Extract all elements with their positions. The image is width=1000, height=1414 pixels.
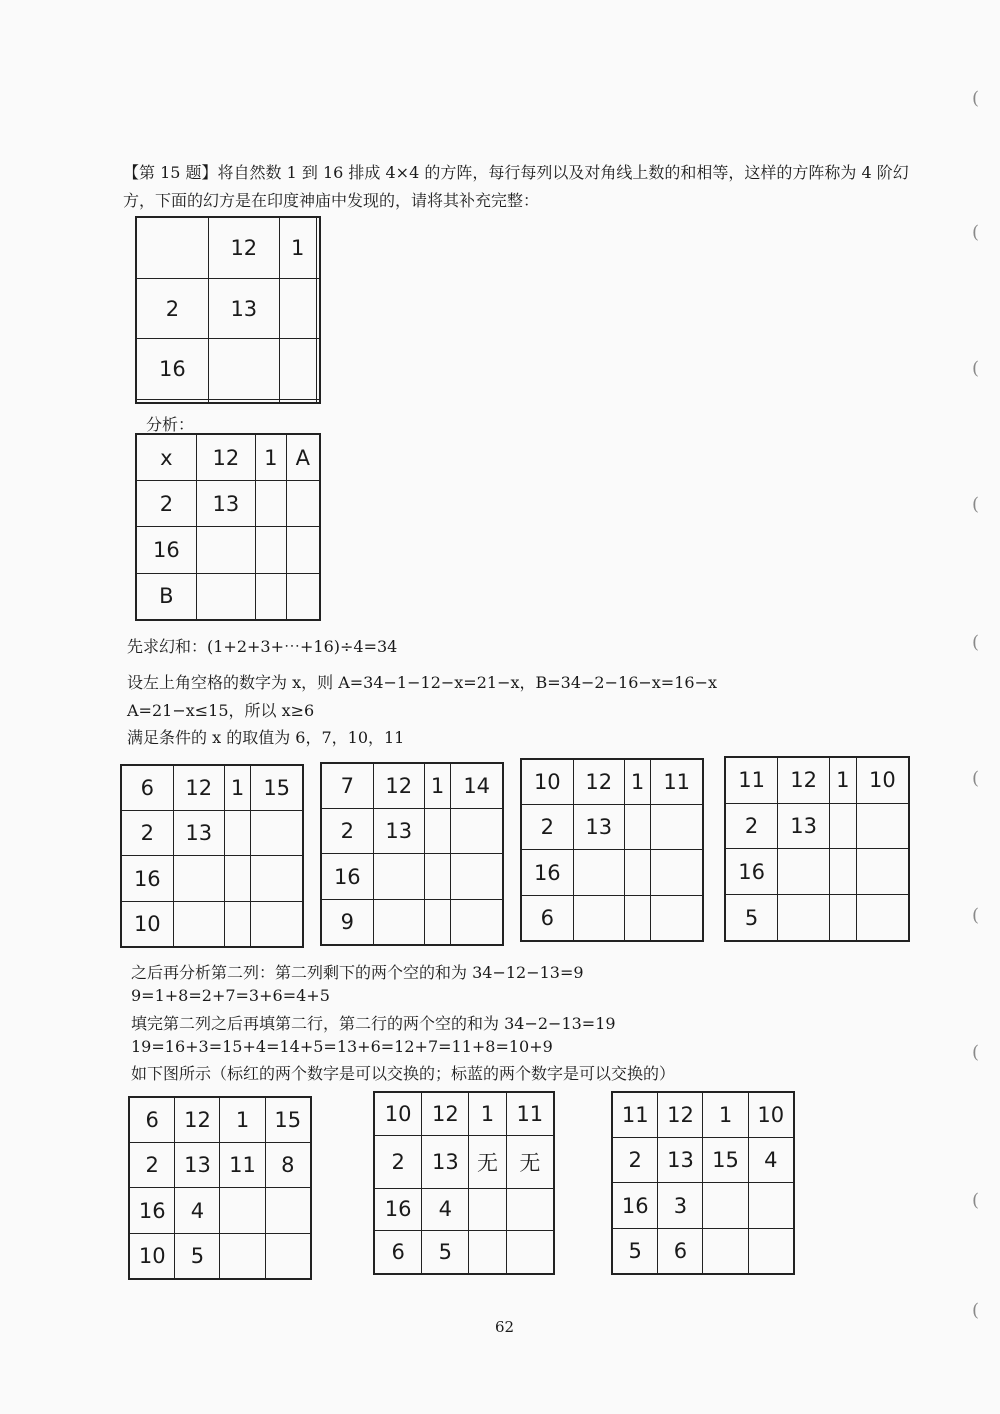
magic-square-problem [135,216,321,404]
grid-cell [856,849,909,895]
grid-cell: 13 [778,803,830,849]
grid-cell [373,899,424,945]
grid-cell [286,527,320,573]
grid-cell: 16 [129,1188,175,1233]
grid-cell [829,849,856,895]
margin-mark: ( [972,1042,980,1063]
grid-cell: 4 [748,1138,794,1183]
grid-cell: 10 [374,1092,422,1135]
grid-cell [573,895,624,941]
grid-cell [265,1233,311,1279]
magic-square-final-1 [128,1096,312,1280]
grid-cell [255,481,286,527]
grid-cell: 1 [624,759,651,805]
grid-cell: 2 [121,811,173,856]
grid-cell: 12 [196,434,255,481]
grid-cell [506,1231,554,1274]
margin-mark: ( [972,222,980,243]
grid-cell [624,850,651,895]
grid-cell: 10 [521,759,573,805]
grid-cell: 13 [658,1138,703,1183]
margin-mark: ( [972,632,980,653]
grid-cell: 6 [374,1231,422,1274]
grid-cell: 13 [373,809,424,854]
grid-cell: 11 [612,1092,658,1138]
grid-cell: 12 [373,763,424,809]
grid-cell: 3 [658,1183,703,1228]
grid-cell [136,399,208,403]
grid-cell [624,805,651,850]
grid-cell: 16 [725,849,778,895]
grid-cell: 16 [321,854,373,899]
grid-cell [703,1228,748,1274]
grid-cell: 16 [612,1183,658,1228]
grid-cell [286,573,320,620]
margin-mark: ( [972,768,980,789]
grid-cell: A [286,434,320,481]
margin-mark: ( [972,494,980,515]
grid-cell: 4 [422,1188,469,1231]
grid-cell [469,1231,506,1274]
grid-cell [220,1233,265,1279]
grid-cell: 5 [725,895,778,941]
grid-cell [651,850,703,895]
grid-cell [748,1228,794,1274]
magic-square-case-7 [320,762,504,946]
grid-cell: 无 [506,1135,554,1188]
grid-cell [251,901,303,947]
grid-cell [624,895,651,941]
grid-cell: 无 [469,1135,506,1188]
grid-cell [469,1188,506,1231]
grid-cell: 2 [136,481,196,527]
grid-cell [316,399,320,403]
grid-cell: 13 [573,805,624,850]
magic-square-case-6 [120,764,304,948]
grid-cell: 10 [121,901,173,947]
grid-cell [424,899,451,945]
grid-cell: 15 [265,1097,311,1143]
grid-cell [251,856,303,901]
grid-cell: 14 [451,763,503,809]
grid-cell: 13 [208,279,279,339]
grid-cell [208,339,279,399]
grid-cell: 8 [265,1143,311,1188]
grid-cell: 12 [658,1092,703,1138]
grid-cell: 12 [422,1092,469,1135]
grid-cell: 13 [196,481,255,527]
grid-cell [856,895,909,941]
grid-cell: 15 [703,1138,748,1183]
grid-cell: 5 [422,1231,469,1274]
grid-cell: 16 [121,856,173,901]
grid-cell [279,339,316,399]
magic-square-case-10 [520,758,704,942]
grid-cell [573,850,624,895]
grid-cell [373,854,424,899]
margin-mark: ( [972,88,980,109]
grid-cell [224,811,251,856]
row2-split-line: 19=16+3=15+4=14+5=13+6=12+7=11+8=10+9 [131,1037,553,1056]
grid-cell: 12 [573,759,624,805]
grid-cell: 16 [521,850,573,895]
magic-sum-line: 先求幻和：(1+2+3+⋯+16)÷4=34 [127,637,398,656]
analysis-label: 分析： [146,415,195,434]
grid-cell: 2 [374,1135,422,1188]
grid-cell: 2 [136,279,208,339]
grid-cell: 16 [374,1188,422,1231]
magic-square-case-11 [724,756,910,942]
grid-cell: 15 [251,765,303,811]
grid-cell: 11 [651,759,703,805]
grid-cell: 12 [208,217,279,279]
margin-mark: ( [972,358,980,379]
grid-cell: 2 [129,1143,175,1188]
grid-cell [136,217,208,279]
margin-mark: ( [972,1300,980,1321]
grid-cell [451,809,503,854]
grid-cell: 12 [778,757,830,803]
grid-cell [208,399,279,403]
grid-cell: 10 [129,1233,175,1279]
grid-cell: 2 [725,803,778,849]
grid-cell [316,217,320,279]
grid-cell: 1 [279,217,316,279]
grid-cell: 1 [469,1092,506,1135]
grid-cell [255,527,286,573]
grid-cell [224,856,251,901]
grid-cell: 9 [321,899,373,945]
grid-cell: 7 [321,763,373,809]
grid-cell: 6 [129,1097,175,1143]
magic-square-final-3 [611,1091,795,1275]
grid-cell [316,279,320,339]
grid-cell [451,899,503,945]
grid-cell [829,895,856,941]
grid-cell [286,481,320,527]
grid-cell [173,901,224,947]
grid-cell [279,279,316,339]
page-number: 62 [495,1318,515,1336]
grid-cell: 5 [612,1228,658,1274]
grid-cell [778,895,830,941]
grid-cell: 4 [175,1188,220,1233]
grid-cell: 6 [658,1228,703,1274]
grid-cell: 1 [829,757,856,803]
grid-cell: B [136,573,196,620]
grid-cell: 11 [220,1143,265,1188]
grid-cell [856,803,909,849]
grid-cell: 2 [321,809,373,854]
condition-line: A=21−x≤15，所以 x≥6 [127,701,315,720]
grid-cell: 1 [224,765,251,811]
grid-cell: 6 [521,895,573,941]
grid-cell [224,901,251,947]
grid-cell [255,573,286,620]
grid-cell [424,854,451,899]
grid-cell [651,895,703,941]
set-x-line: 设左上角空格的数字为 x，则 A=34−1−12−x=21−x，B=34−2−16−x=16−x [127,673,717,692]
grid-cell: 11 [506,1092,554,1135]
grid-cell [829,803,856,849]
margin-mark: ( [972,905,980,926]
margin-mark: ( [972,1190,980,1211]
grid-cell: 5 [175,1233,220,1279]
grid-cell [251,811,303,856]
grid-cell: 2 [612,1138,658,1183]
grid-cell [196,527,255,573]
grid-cell [651,805,703,850]
col2-line: 之后再分析第二列：第二列剩下的两个空的和为 34−12−13=9 [131,963,584,982]
magic-square-final-2 [373,1091,555,1275]
grid-cell: 6 [121,765,173,811]
grid-cell: 13 [422,1135,469,1188]
grid-cell [424,809,451,854]
problem-line-1: 【第 15 题】将自然数 1 到 16 排成 4×4 的方阵，每行每列以及对角线上数的和相等，这样的方阵称为 4 阶幻 [123,163,909,182]
grid-cell: 1 [255,434,286,481]
magic-square-analysis [135,433,321,621]
grid-cell [196,573,255,620]
grid-cell [748,1183,794,1228]
grid-cell: 16 [136,339,208,399]
grid-cell [703,1183,748,1228]
grid-cell: 1 [703,1092,748,1138]
row2-line: 填完第二列之后再填第二行，第二行的两个空的和为 34−2−13=19 [131,1014,616,1033]
grid-cell: 11 [725,757,778,803]
grid-cell: 13 [173,811,224,856]
grid-cell: 2 [521,805,573,850]
grid-cell: 13 [175,1143,220,1188]
values-line: 满足条件的 x 的取值为 6，7，10，11 [127,728,405,747]
grid-cell: 1 [424,763,451,809]
grid-cell [220,1188,265,1233]
grid-cell: 12 [175,1097,220,1143]
grid-cell: 1 [220,1097,265,1143]
grid-cell: 10 [856,757,909,803]
grid-cell [265,1188,311,1233]
grid-cell: 10 [748,1092,794,1138]
grid-cell [451,854,503,899]
grid-cell: 12 [173,765,224,811]
grid-cell [506,1188,554,1231]
problem-line-2: 方，下面的幻方是在印度神庙中发现的，请将其补充完整： [123,191,540,210]
grid-cell: x [136,434,196,481]
grid-cell [778,849,830,895]
grid-cell [173,856,224,901]
grid-cell [316,339,320,399]
grid-cell: 16 [136,527,196,573]
note-line: 如下图所示（标红的两个数字是可以交换的；标蓝的两个数字是可以交换的） [131,1064,676,1083]
grid-cell [279,399,316,403]
col2-split-line: 9=1+8=2+7=3+6=4+5 [131,986,330,1005]
